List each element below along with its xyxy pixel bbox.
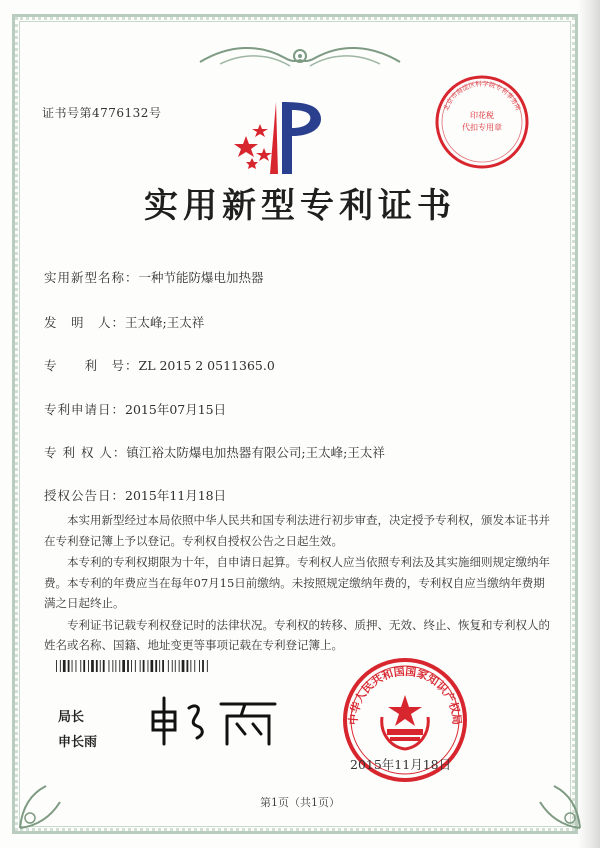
director-name: 申长雨 [58,735,98,750]
body-paragraph: 本专利的专利权期限为十年，自申请日起算。专利权人应当依照专利法及其实施细则规定缴纳年费。本专利的年费应当在每年07月15日前缴纳。未按照规定缴纳年费的，专利权自应当缴纳年费期满之日起终止。 [44,555,550,610]
field-value: 王太峰;王太祥 [125,315,205,330]
application-date-field [44,400,226,418]
svg-text:北京市海淀区科学院专利事务所: 北京市海淀区科学院专利事务所 [441,79,523,112]
top-ornament-icon [190,40,410,74]
field-value: 一种节能防爆电加热器 [138,270,264,285]
svg-text:代扣专用章: 代扣专用章 [462,123,502,132]
director-title: 局长 [58,710,85,725]
field-value: 镇江裕太防爆电加热器有限公司;王太峰;王太祥 [126,445,385,460]
grant-date-field [44,486,226,504]
inventor-field [44,313,204,331]
utility-model-name-field [44,268,264,286]
patent-number-field [44,356,275,374]
body-paragraph: 本实用新型经过本局依照中华人民共和国专利法进行初步审查，决定授予专利权，颁发本证书并在专利登记簿上予以登记。专利权自授权公告之日起生效。 [44,513,550,548]
field-label: 专利申请日： [44,402,126,417]
field-label: 专 利 权 人： [44,445,127,460]
page-title: 实用新型专利证书 [144,186,456,226]
field-label: 发 明 人： [44,315,126,330]
signature-icon [145,690,285,750]
certificate-body-text [44,510,556,657]
issue-date: 2015年11月18日 [350,757,452,772]
barcode-icon [56,660,208,672]
patentee-field [44,443,385,461]
body-paragraph: 专利证书记载专利权登记时的法律状况。专利权的转移、质押、无效、终止、恢复和专利权人的姓名或名称、国籍、地址变更等事项记载在专利登记簿上。 [44,617,550,652]
field-value: 2015年07月15日 [125,402,227,417]
field-value: ZL 2015 2 0511365.0 [138,358,275,373]
certificate-number: 证书号第4776132号 [42,106,162,120]
page-edge-shadow [578,0,600,848]
page-number: 第1页（共1页） [260,796,340,809]
field-label: 授权公告日： [44,488,126,503]
svg-text:印花税: 印花税 [470,111,494,120]
tax-stamp-seal-icon [432,72,532,172]
svg-text:中华人民共和国国家知识产权局: 中华人民共和国国家知识产权局 [346,665,464,726]
patent-office-logo-icon [232,96,332,176]
field-label: 实用新型名称： [44,270,139,285]
field-label: 专 利 号： [44,358,139,373]
field-value: 2015年11月18日 [125,488,227,503]
